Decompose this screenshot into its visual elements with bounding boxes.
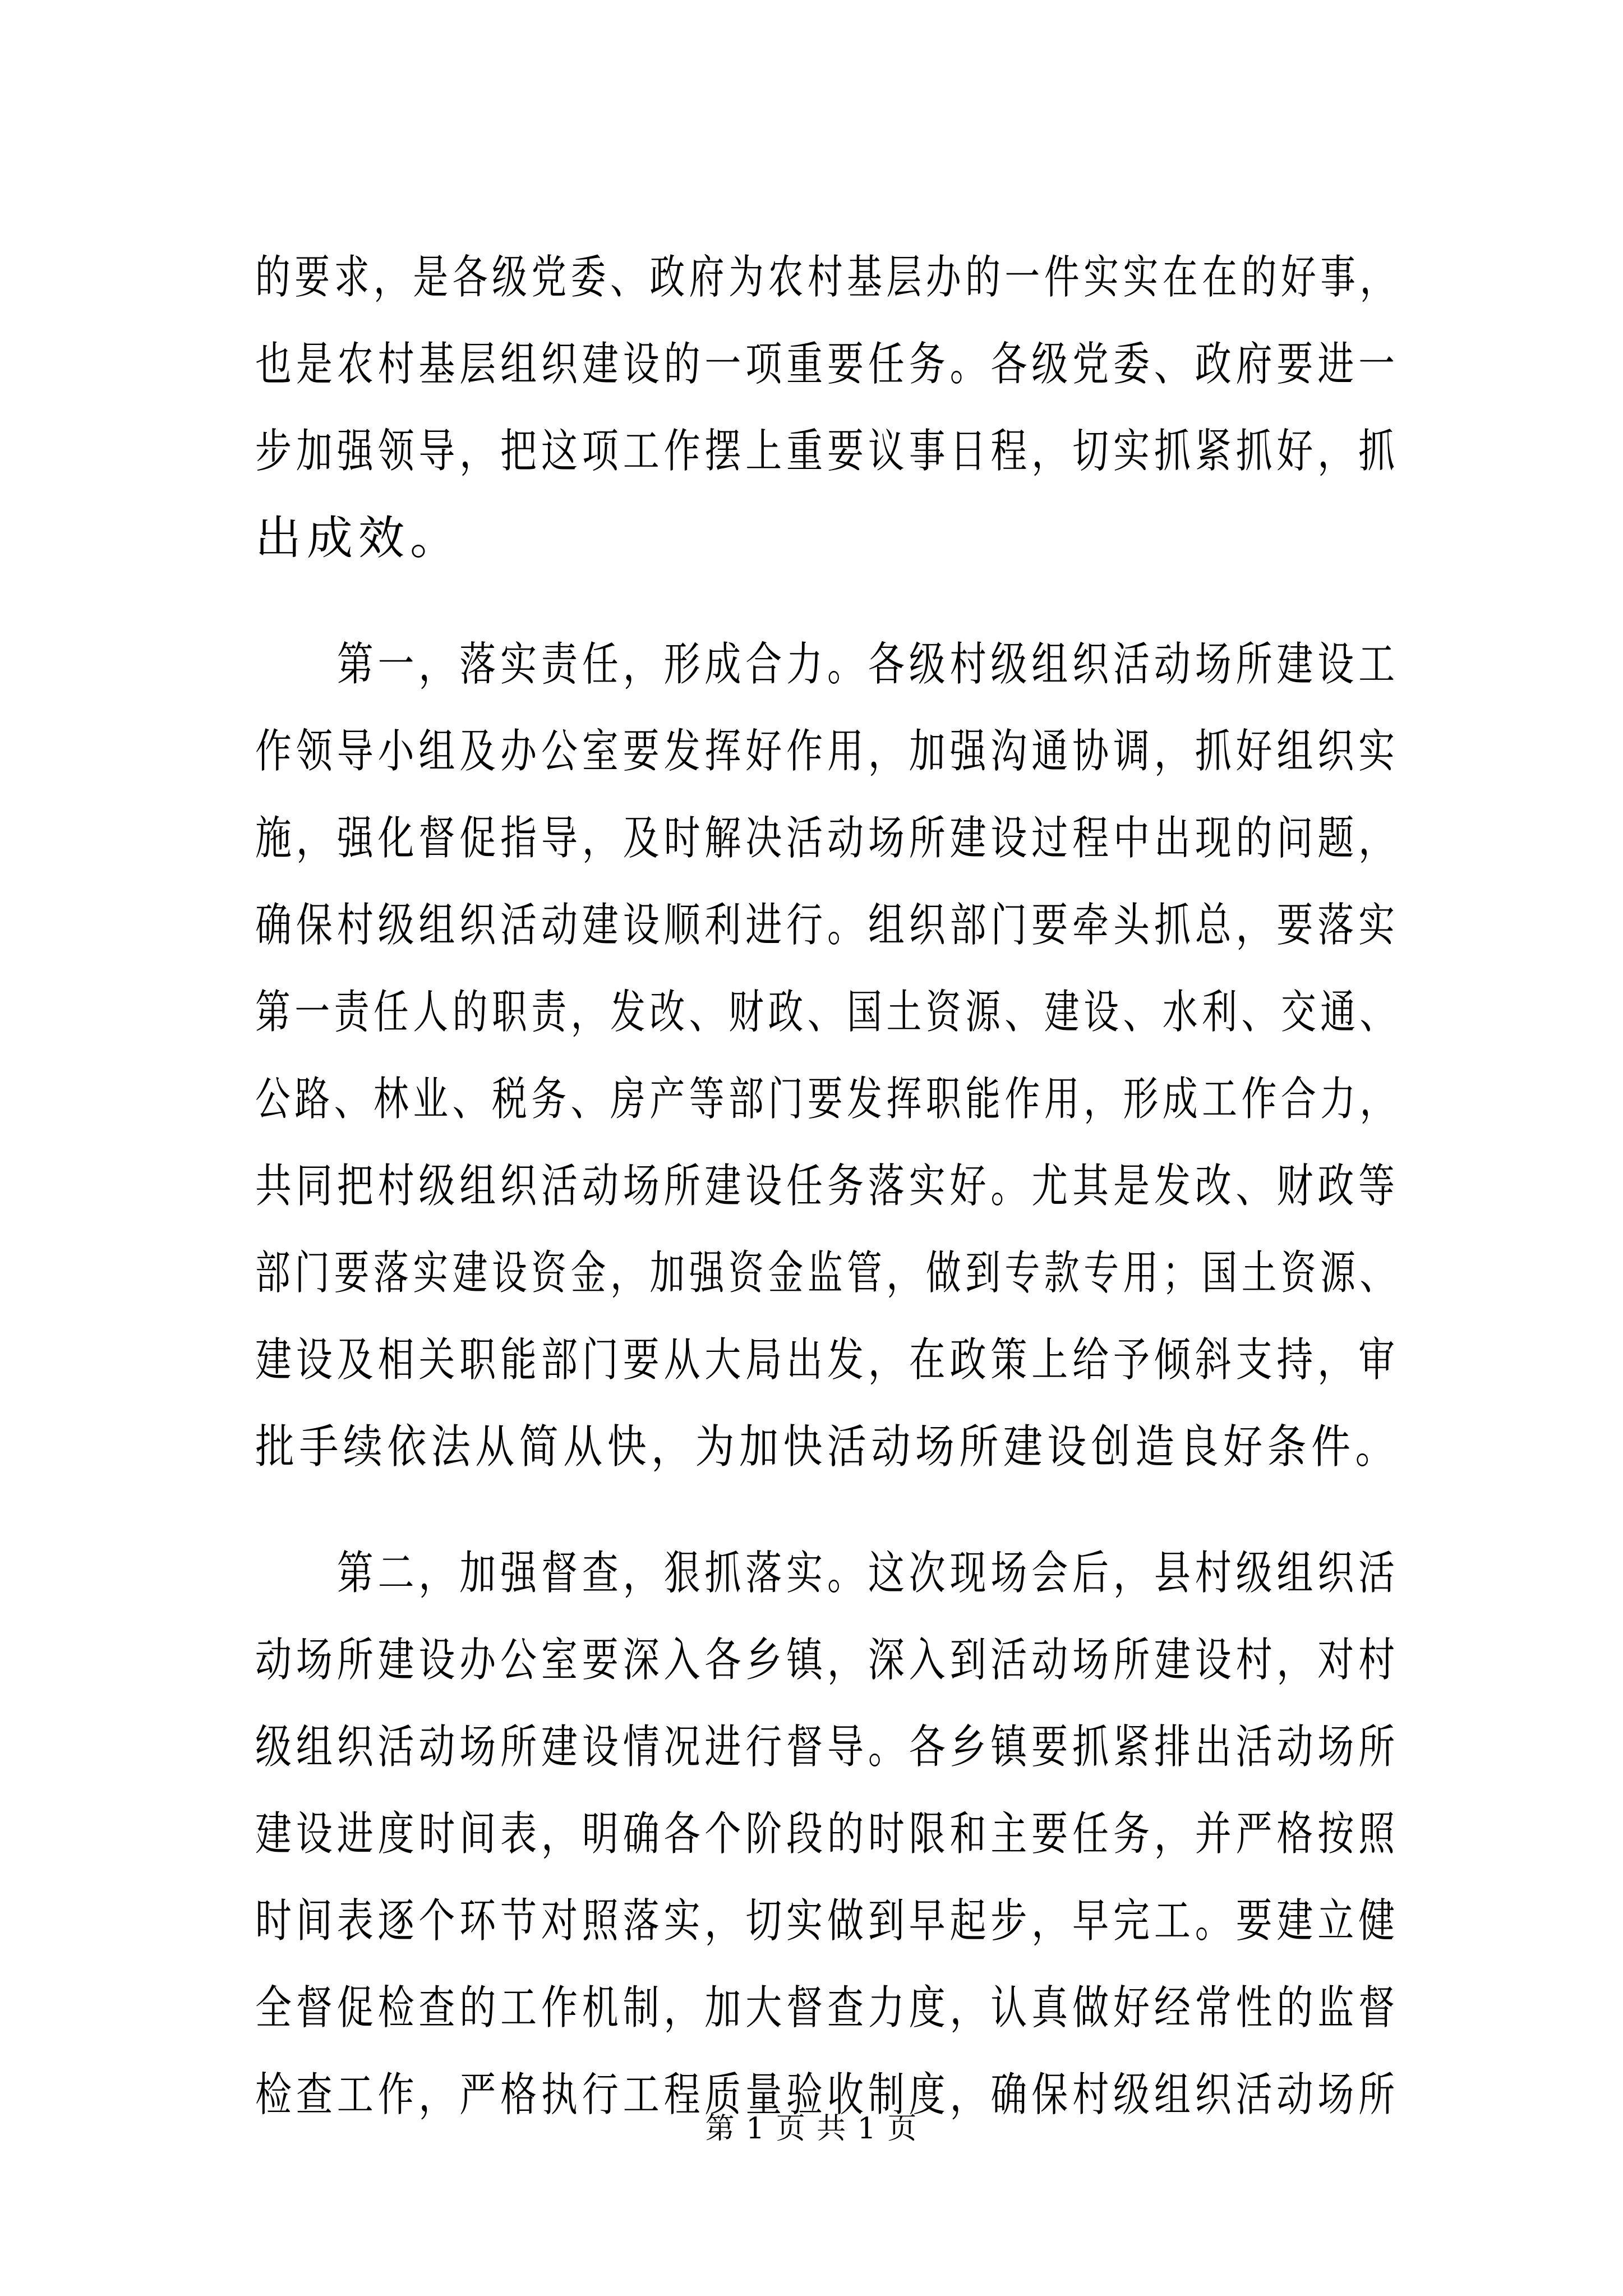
text-line: 检查工作，严格执行工程质量验收制度，确保村级组织活动场所 — [255, 2068, 1400, 2122]
text-line: 共同把村级组织活动场所建设任务落实好。尤其是发改、财政等 — [255, 1159, 1400, 1213]
text-line: 施，强化督促指导，及时解决活动场所建设过程中出现的问题， — [255, 812, 1400, 865]
text-line: 步加强领导，把这项工作摆上重要议事日程，切实抓紧抓好，抓 — [255, 425, 1400, 478]
text-line: 第一，落实责任，形成合力。各级村级组织活动场所建设工 — [255, 638, 1400, 691]
text-line: 确保村级组织活动建设顺利进行。组织部门要牵头抓总，要落实 — [255, 899, 1400, 952]
text-line: 时间表逐个环节对照落实，切实做到早起步，早完工。要建立健 — [255, 1894, 1400, 1948]
text-line: 全督促检查的工作机制，加大督查力度，认真做好经常性的监督 — [255, 1981, 1400, 2035]
text-line: 部门要落实建设资金，加强资金监管，做到专款专用；国土资源、 — [255, 1246, 1400, 1300]
text-line: 作领导小组及办公室要发挥好作用，加强沟通协调，抓好组织实 — [255, 725, 1400, 778]
text-line: 级组织活动场所建设情况进行督导。各乡镇要抓紧排出活动场所 — [255, 1720, 1400, 1774]
page-footer: 第 1 页 共 1 页 — [705, 2112, 918, 2146]
text-line: 建设进度时间表，明确各个阶段的时限和主要任务，并严格按照 — [255, 1807, 1400, 1861]
text-line: 第二，加强督查，狠抓落实。这次现场会后，县村级组织活 — [255, 1547, 1400, 1600]
text-line: 也是农村基层组织建设的一项重要任务。各级党委、政府要进一 — [255, 338, 1400, 391]
text-line: 第一责任人的职责，发改、财政、国土资源、建设、水利、交通、 — [255, 986, 1400, 1039]
text-line: 出成效。 — [255, 512, 462, 565]
text-line: 公路、林业、税务、房产等部门要发挥职能作用，形成工作合力， — [255, 1073, 1400, 1126]
text-line: 批手续依法从简从快，为加快活动场所建设创造良好条件。 — [255, 1420, 1400, 1474]
text-line: 建设及相关职能部门要从大局出发，在政策上给予倾斜支持，审 — [255, 1333, 1400, 1387]
text-line: 动场所建设办公室要深入各乡镇，深入到活动场所建设村，对村 — [255, 1634, 1400, 1687]
text-line: 的要求，是各级党委、政府为农村基层办的一件实实在在的好事， — [255, 251, 1400, 304]
